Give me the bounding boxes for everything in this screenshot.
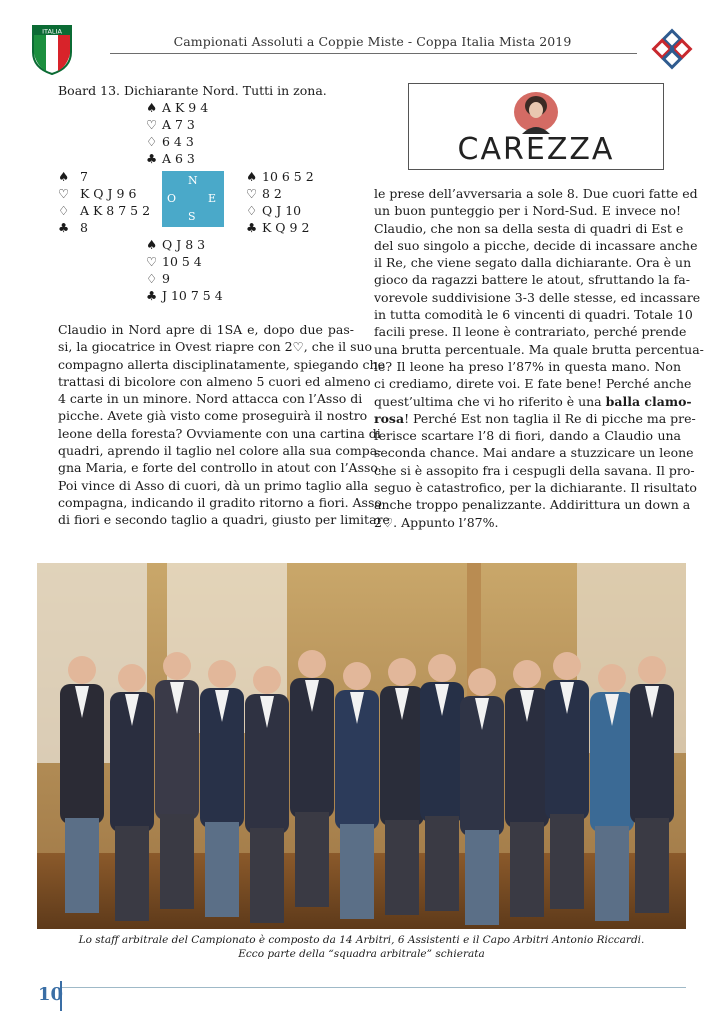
person-legs: [510, 822, 544, 917]
west-hearts: ♡ K Q J 9 6: [58, 186, 137, 201]
person-legs: [465, 830, 499, 925]
person-head: [468, 668, 496, 696]
article-line: seconda chance. Mai andare a stuzzicare un leone: [374, 445, 694, 461]
photo-caption: [37, 934, 686, 961]
person-legs: [65, 818, 99, 913]
person-legs: [385, 820, 419, 915]
emphasis-text: balla clamo-: [605, 393, 692, 409]
south-diamonds: ♢ 9: [146, 271, 170, 286]
portrait-illustration: [506, 90, 566, 134]
north-clubs: ♣ A 6 3: [146, 151, 195, 166]
north-hand: [146, 99, 208, 167]
article-line: di fiori e secondo taglio a quadri, giusto per limitare: [58, 512, 390, 528]
bridge-federation-emblem: [648, 25, 696, 73]
south-hand: [146, 236, 223, 304]
spade-icon: ♠: [146, 237, 158, 252]
article-line: gna Maria, e forte del controllo in atout con l’Asso.: [58, 460, 382, 476]
article-line: che si è assopito fra i cespugli della savana. Il pro-: [374, 462, 695, 478]
north-diamonds: ♢ 6 4 3: [146, 134, 194, 149]
north-hearts: ♡ A 7 3: [146, 117, 195, 132]
article-line: quest’ultima che vi ho riferito è una balla clamo-: [374, 393, 692, 409]
compass-south: S: [188, 210, 196, 223]
article-line: una brutta percentuale. Ma quale brutta percentua-: [374, 341, 704, 357]
person-legs: [160, 814, 194, 909]
person-head: [298, 650, 326, 678]
article-line: trattasi di bicolore con almeno 5 cuori ed almeno: [58, 373, 371, 389]
person-legs: [425, 816, 459, 911]
south-spades: ♠ Q J 8 3: [146, 237, 206, 252]
article-line: rosa! Perché Est non taglia il Re di picche ma pre-: [374, 410, 696, 426]
caption-line-1: Lo staff arbitrale del Campionato è composto da 14 Arbitri, 6 Assistenti e il Capo Arbitri Antonio Riccardi.: [78, 934, 645, 946]
article-line: facili prese. Il leone è contrariato, perché prende: [374, 324, 687, 340]
person-legs: [595, 826, 629, 921]
spade-icon: ♠: [58, 169, 70, 184]
diamond-icon: ♢: [146, 271, 158, 286]
article-line: un buon punteggio per i Nord-Sud. E invece no!: [374, 203, 681, 219]
carezza-wordmark: CAREZZA: [457, 132, 615, 167]
article-line: seguo è catastrofico, per la dichiarante. Il risultato: [374, 480, 697, 496]
person-head: [208, 660, 236, 688]
article-line: compagna, indicando il gradito ritorno a fiori. Asso: [58, 494, 382, 510]
heart-icon: ♡: [58, 186, 70, 201]
person-head: [513, 660, 541, 688]
person-legs: [250, 828, 284, 923]
article-line: anche troppo penalizzante. Addirittura un down a: [374, 497, 691, 513]
article-line: leone della foresta? Ovviamente con una cartina di: [58, 425, 381, 441]
header-divider: [110, 53, 637, 54]
person-legs: [635, 818, 669, 913]
east-clubs: ♣ K Q 9 2: [246, 220, 310, 235]
board-title: Board 13. Dichiarante Nord. Tutti in zona.: [58, 83, 327, 98]
south-clubs: ♣ J 10 7 5 4: [146, 288, 223, 303]
east-hearts: ♡ 8 2: [246, 186, 282, 201]
diamond-icon: ♢: [246, 203, 258, 218]
caption-line-2: Ecco parte della “squadra arbitrale” schierata: [238, 947, 485, 960]
article-line: il Re, che viene segato dalla dichiarante. Ora è un: [374, 255, 692, 271]
person-legs: [205, 822, 239, 917]
article-line: ci crediamo, direte voi. E fate bene! Perché anche: [374, 376, 692, 392]
person-head: [553, 652, 581, 680]
article-line: compagno allerta disciplinatamente, spiegando che: [58, 356, 385, 372]
club-icon: ♣: [146, 151, 158, 166]
north-spades: ♠ A K 9 4: [146, 100, 209, 115]
shield-text: ITALIA: [42, 27, 62, 36]
person-legs: [550, 814, 584, 909]
article-line: vorevole suddivisione 3-3 delle stesse, ed incassare: [374, 289, 701, 305]
article-line: quadri, aprendo il taglio nel colore alla sua compa-: [58, 443, 382, 459]
west-spades: ♠ 7: [58, 169, 88, 184]
page-number: 10: [38, 984, 64, 1005]
article-line: 2♡. Appunto l’87%.: [374, 514, 499, 530]
person-head: [343, 662, 371, 690]
east-diamonds: ♢ Q J 10: [246, 203, 302, 218]
person-head: [68, 656, 96, 684]
carezza-advertisement: [408, 83, 664, 170]
diamond-icon: ♢: [146, 134, 158, 149]
article-line: Poi vince di Asso di cuori, dà un primo taglio alla: [58, 477, 369, 493]
person-legs: [340, 824, 374, 919]
compass-west: O: [167, 192, 177, 205]
person-head: [428, 654, 456, 682]
article-line: in tutta comodità le 6 vincenti di quadri. Totale 10: [374, 307, 693, 323]
compass-north: N: [188, 174, 198, 187]
west-diamonds: ♢ A K 8 7 5 2: [58, 203, 151, 218]
club-icon: ♣: [58, 220, 70, 235]
club-icon: ♣: [246, 220, 258, 235]
article-line: si, la giocatrice in Ovest riapre con 2♡, che il suo: [58, 339, 373, 355]
article-line: le prese dell’avversaria a sole 8. Due cuori fatte ed: [374, 186, 698, 201]
article-line: Claudio in Nord apre di 1SA e, dopo due pas-: [58, 322, 354, 337]
person-head: [598, 664, 626, 692]
diamond-icon: ♢: [58, 203, 70, 218]
club-icon: ♣: [146, 288, 158, 303]
compass-east: E: [208, 192, 217, 205]
west-hand: [58, 168, 150, 236]
footer-divider: [60, 987, 686, 988]
italia-shield-logo: [31, 24, 73, 76]
heart-icon: ♡: [146, 254, 158, 269]
article-line: le? Il leone ha preso l’87% in questa mano. Non: [374, 358, 681, 374]
heart-icon: ♡: [246, 186, 258, 201]
person-head: [388, 658, 416, 686]
west-clubs: ♣ 8: [58, 220, 88, 235]
article-right-column: [374, 185, 704, 531]
article-line: gioco da ragazzi battere le atout, sfruttando la fa-: [374, 272, 690, 288]
compass-box: [162, 171, 224, 227]
referee-staff-group-photo: [37, 563, 686, 929]
east-hand: [246, 168, 314, 236]
article-line: Claudio, che non sa della sesta di quadri di Est e: [374, 220, 684, 236]
emphasis-text: rosa: [374, 410, 405, 426]
article-line: del suo singolo a picche, decide di incassare anche: [374, 237, 698, 253]
person-legs: [295, 812, 329, 907]
heart-icon: ♡: [146, 117, 158, 132]
header-title: Campionati Assoluti a Coppie Miste - Coppa Italia Mista 2019: [173, 34, 572, 49]
spade-icon: ♠: [146, 100, 158, 115]
person-legs: [115, 826, 149, 921]
article-line: ferisce scartare l’8 di fiori, dando a Claudio una: [374, 428, 681, 444]
person-head: [163, 652, 191, 680]
person-head: [638, 656, 666, 684]
person-head: [253, 666, 281, 694]
article-line: picche. Avete già visto come proseguirà il nostro: [58, 408, 368, 424]
east-spades: ♠ 10 6 5 2: [246, 169, 314, 184]
article-line: 4 carte in un minore. Nord attacca con l’Asso di: [58, 391, 363, 407]
south-hearts: ♡ 10 5 4: [146, 254, 202, 269]
spade-icon: ♠: [246, 169, 258, 184]
person-head: [118, 664, 146, 692]
